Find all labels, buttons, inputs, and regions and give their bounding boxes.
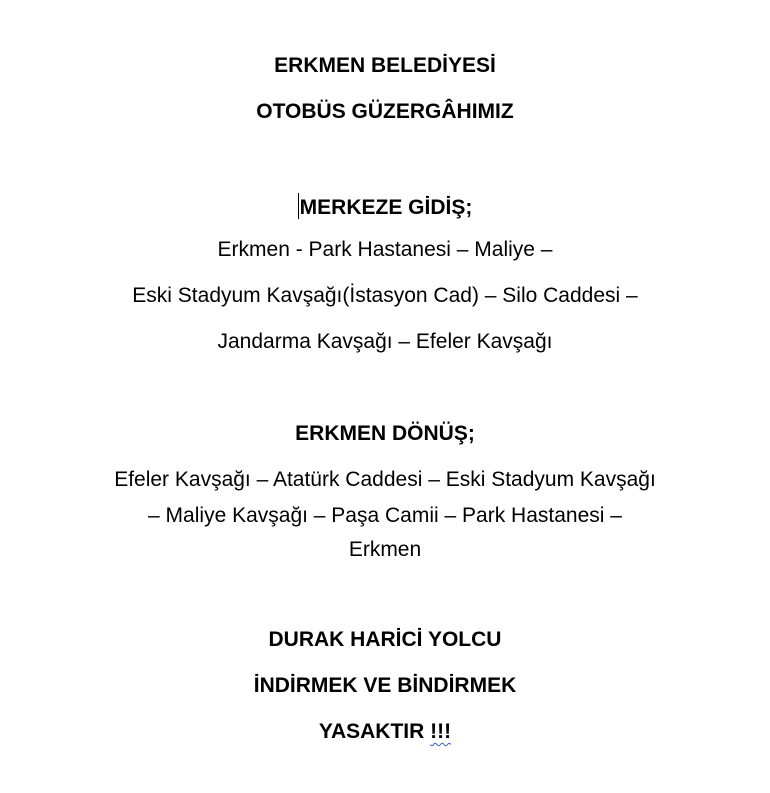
outbound-heading: [0, 193, 770, 219]
title-bus-route: OTOBÜS GÜZERGÂHIMIZ: [256, 100, 514, 123]
return-heading: ERKMEN DÖNÜŞ;: [295, 422, 475, 445]
return-route-line-2: – Maliye Kavşağı – Paşa Camii – Park Hastanesi –: [148, 504, 622, 527]
return-route-line-1: Efeler Kavşağı – Atatürk Caddesi – Eski Stadyum Kavşağı: [114, 468, 656, 491]
return-route-line-3: Erkmen: [348, 538, 422, 561]
notice-line-1: DURAK HARİCİ YOLCU: [268, 628, 502, 651]
text-cursor: [298, 193, 299, 219]
outbound-route-line-1: Erkmen - Park Hastanesi – Maliye –: [217, 238, 553, 261]
outbound-route-line-3: Jandarma Kavşağı – Efeler Kavşağı: [217, 330, 553, 353]
outbound-heading-text: MERKEZE GİDİŞ;: [299, 196, 473, 219]
notice-line-2: İNDİRMEK VE BİNDİRMEK: [253, 674, 517, 697]
spellcheck-marked-exclamations[interactable]: !!!: [430, 720, 452, 743]
notice-line-3: [0, 721, 770, 742]
notice-prohibited-text: YASAKTIR: [318, 720, 431, 743]
outbound-route-line-2: Eski Stadyum Kavşağı(İstasyon Cad) – Silo Caddesi –: [132, 284, 638, 307]
title-municipality: ERKMEN BELEDİYESİ: [274, 54, 496, 77]
